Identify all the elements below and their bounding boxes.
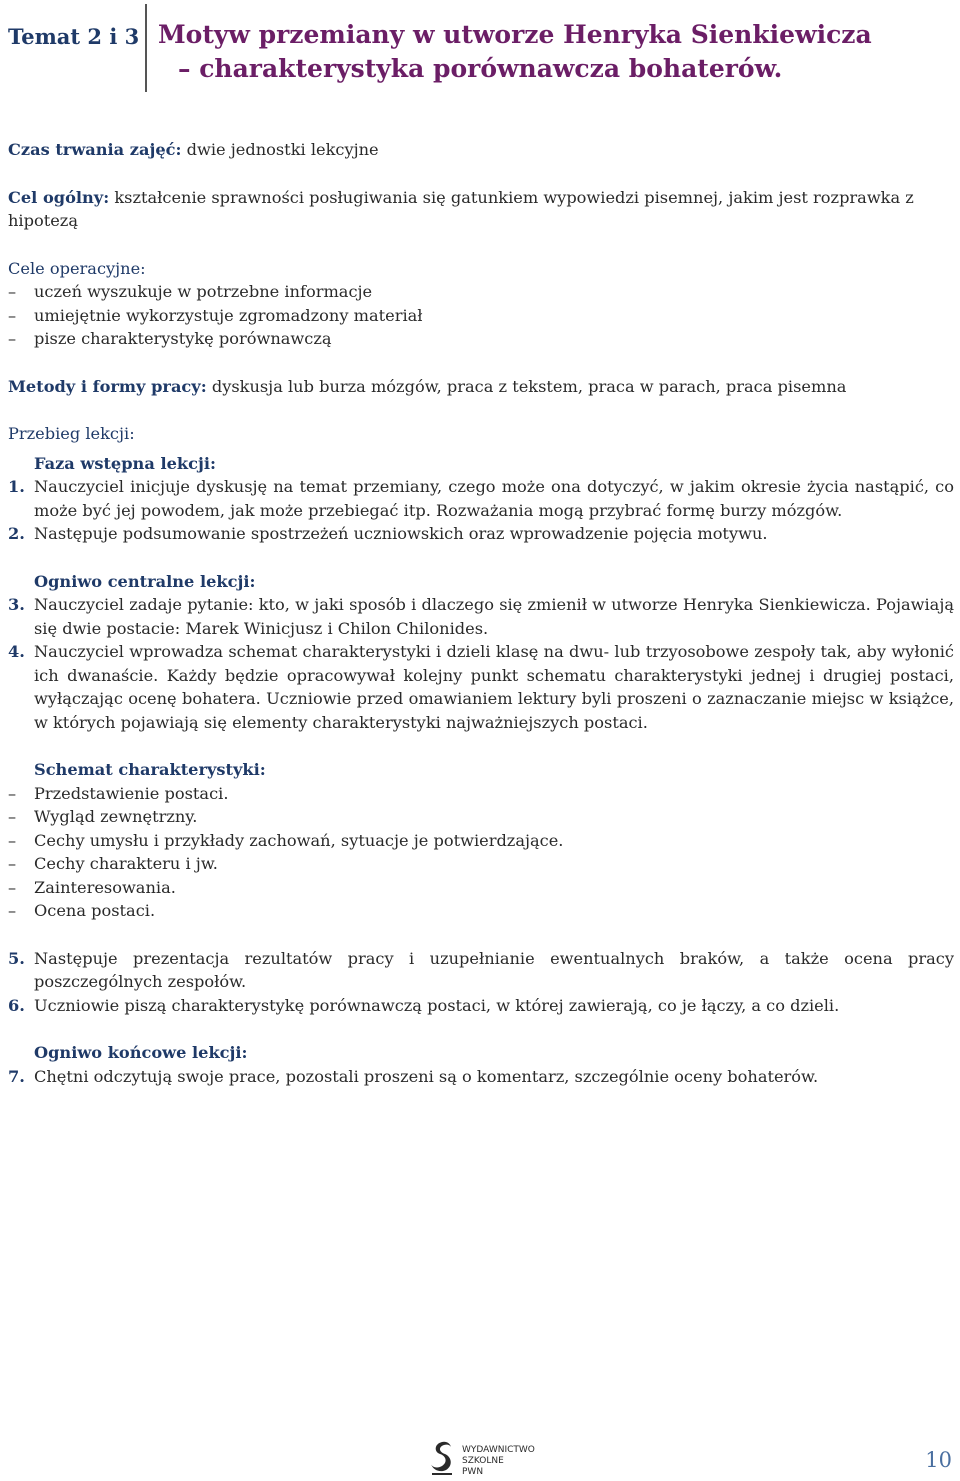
- title-line-1: Motyw przemiany w utworze Henryka Sienkiewicza: [158, 20, 872, 49]
- phase-main-label: Ogniwo centralne lekcji:: [34, 571, 256, 591]
- page-header: [8, 4, 952, 96]
- duration-row: [8, 138, 954, 162]
- step-7: [8, 1065, 954, 1089]
- step-1: [8, 475, 954, 522]
- operational-goal-item: – umiejętnie wykorzystuje zgromadzony materiał: [8, 304, 954, 328]
- operational-goal-item: – uczeń wyszukuje w potrzebne informacje: [8, 280, 954, 304]
- operational-goal-item: – pisze charakterystykę porównawczą: [8, 327, 954, 351]
- step-text: Nauczyciel zadaje pytanie: kto, w jaki sposób i dlaczego się zmienił w utworze Henryka Sienkiewicza. Pojawiają się dwie postacie: Marek Winicjusz i Chilon Chilonides.: [34, 595, 954, 638]
- scheme-label: Schemat charakterystyki:: [34, 760, 266, 779]
- publisher-name: [462, 1445, 535, 1478]
- step-text: Następuje podsumowanie spostrzeżeń uczniowskich oraz wprowadzenie pojęcia motywu.: [34, 524, 768, 543]
- header-divider: [145, 4, 147, 92]
- step-text: Uczniowie piszą charakterystykę porównawczą postaci, w której zawierają, co je łączy, a co dzieli.: [34, 995, 840, 1015]
- step-text: Nauczyciel wprowadza schemat charakterystyki i dzieli klasę na dwu- lub trzyosobowe zespoły tak, aby wyłonić ich dwanaście. Każdy będzie opracowywał kolejny punkt schematu charakterystyki jednej i drugiej postaci, wyłączając ocenę bohatera. Uczniowie przed omawianiem lektury byli proszeni o zaznaczanie miejsc w książce, w których pojawiają się elementy charakterystyki najważniejszych postaci.: [34, 642, 954, 732]
- step-number: 5.: [8, 948, 25, 968]
- publisher-logo: [428, 1440, 538, 1478]
- general-goal-label: Cel ogólny:: [8, 187, 110, 207]
- methods-label: Metody i formy pracy:: [8, 376, 207, 396]
- scheme-item: – Zainteresowania.: [8, 876, 954, 900]
- title-line-2: – charakterystyka porównawcza bohaterów.: [178, 54, 783, 83]
- publisher-swan-icon: [428, 1440, 456, 1478]
- page-title: [158, 18, 952, 86]
- step-text: Chętni odczytują swoje prace, pozostali proszeni są o komentarz, szczególnie oceny bohaterów.: [34, 1066, 819, 1086]
- general-goal-value: kształcenie sprawności posługiwania się gatunkiem wypowiedzi pisemnej, jakim jest rozprawka z hipotezą: [8, 187, 914, 230]
- page-number: 10: [925, 1448, 952, 1472]
- phase-end-label: Ogniwo końcowe lekcji:: [34, 1043, 248, 1062]
- step-number: 7.: [8, 1066, 25, 1086]
- step-3: [8, 593, 954, 640]
- scheme-item: – Cechy charakteru i jw.: [8, 852, 954, 876]
- general-goal-row: [8, 186, 954, 233]
- step-6: [8, 994, 954, 1018]
- scheme-item: – Wygląd zewnętrzny.: [8, 805, 954, 829]
- operational-goals-label: Cele operacyjne:: [8, 258, 146, 278]
- step-number: 3.: [8, 595, 25, 614]
- step-text: Nauczyciel inicjuje dyskusję na temat przemiany, czego może ona dotyczyć, w jakim okresie życia nastąpić, co może być jej powodem, jak może przebiegać itp. Rozważania mogą przybrać formę burzy mózgów.: [34, 477, 954, 520]
- duration-label: Czas trwania zajęć:: [8, 140, 182, 159]
- phase-intro-label: Faza wstępna lekcji:: [34, 453, 216, 473]
- publisher-line: WYDAWNICTWO: [462, 1445, 535, 1455]
- step-text: Następuje prezentacja rezultatów pracy i uzupełnianie ewentualnych braków, a także ocena pracy poszczególnych zespołów.: [34, 948, 954, 991]
- methods-value: dyskusja lub burza mózgów, praca z tekstem, praca w parach, praca pisemna: [211, 376, 847, 396]
- step-number: 1.: [8, 477, 25, 496]
- methods-row: [8, 375, 954, 399]
- publisher-line: SZKOLNE: [462, 1456, 504, 1466]
- step-number: 2.: [8, 524, 25, 543]
- scheme-item: – Cechy umysłu i przykłady zachowań, sytuacje je potwierdzające.: [8, 829, 954, 853]
- step-5: [8, 947, 954, 994]
- scheme-item: – Ocena postaci.: [8, 899, 954, 923]
- topic-label: Temat 2 i 3: [8, 24, 140, 49]
- step-number: 4.: [8, 642, 25, 661]
- course-label: Przebieg lekcji:: [8, 424, 135, 443]
- step-4: [8, 640, 954, 734]
- duration-value: dwie jednostki lekcyjne: [186, 140, 379, 159]
- lesson-plan: [8, 138, 954, 1088]
- publisher-line: PWN: [462, 1467, 484, 1477]
- step-2: [8, 522, 954, 546]
- scheme-item: – Przedstawienie postaci.: [8, 782, 954, 806]
- step-number: 6.: [8, 995, 25, 1015]
